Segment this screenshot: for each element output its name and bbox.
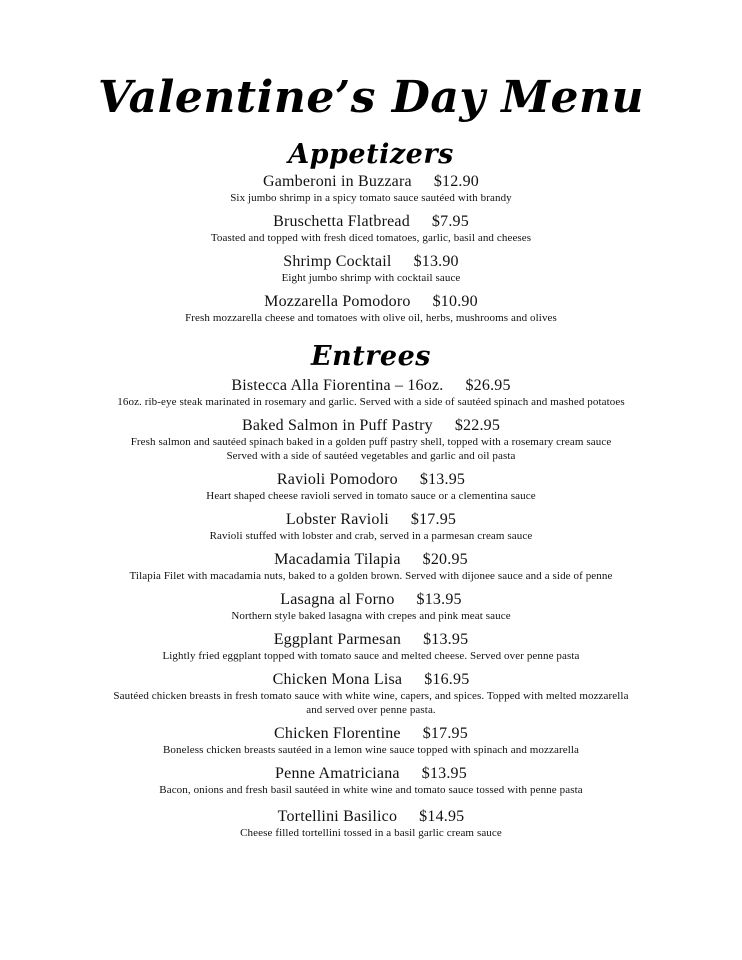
menu-item-price: $13.90 <box>413 253 459 270</box>
menu-item-heading <box>0 253 742 271</box>
menu-item-heading <box>0 765 742 783</box>
menu-item-description: Heart shaped cheese ravioli served in tomato sauce or a clementina sauce <box>206 490 536 502</box>
menu-item-name: Ravioli Pomodoro <box>276 471 398 488</box>
menu-item-price: $13.95 <box>421 765 467 782</box>
entrees-heading: Entrees <box>311 341 431 372</box>
menu-item-heading <box>0 417 742 435</box>
menu-item-description: Bacon, onions and fresh basil sautéed in white wine and tomato sauce tossed with penne pasta <box>159 784 583 796</box>
menu-item-price: $22.95 <box>454 417 501 434</box>
menu-item-name: Bistecca Alla Fiorentina – 16oz. <box>231 377 444 394</box>
menu-item-name: Bruschetta Flatbread <box>273 213 410 230</box>
menu-item-price: $20.95 <box>422 551 468 568</box>
menu-item-price: $17.95 <box>422 725 468 742</box>
menu-item-heading <box>0 671 742 689</box>
menu-item <box>0 631 742 663</box>
menu-item-name: Baked Salmon in Puff Pastry <box>241 417 433 434</box>
menu-item <box>0 765 742 797</box>
menu-item-name: Shrimp Cocktail <box>283 253 392 270</box>
menu-item-name: Tortellini Basilico <box>277 808 398 825</box>
menu-item <box>0 591 742 623</box>
menu-item-price: $16.95 <box>424 671 470 688</box>
menu-item-heading <box>0 377 742 395</box>
menu-item-description: Fresh salmon and sautéed spinach baked in a golden puff pastry shell, topped with a rosemary cream sauce <box>130 436 612 448</box>
menu-item-price: $7.95 <box>431 213 469 230</box>
menu-item-name: Mozzarella Pomodoro <box>264 293 411 310</box>
menu-item-description: Cheese filled tortellini tossed in a basil garlic cream sauce <box>240 827 502 839</box>
menu-item-name: Lobster Ravioli <box>285 511 389 528</box>
menu-item-price: $26.95 <box>465 377 511 394</box>
appetizers-heading: Appetizers <box>288 139 454 170</box>
menu-item-heading <box>0 213 742 231</box>
menu-item <box>0 173 742 205</box>
menu-item-description: Eight jumbo shrimp with cocktail sauce <box>281 272 461 284</box>
menu-item-description: Fresh mozzarella cheese and tomatoes with olive oil, herbs, mushrooms and olives <box>185 312 557 324</box>
menu-item-name: Macadamia Tilapia <box>274 551 401 568</box>
menu-item-price: $17.95 <box>410 511 457 528</box>
menu-item-price: $13.95 <box>419 471 466 488</box>
menu-item-heading <box>0 551 742 569</box>
menu-item-name: Penne Amatriciana <box>275 765 400 782</box>
menu-item-name: Gamberoni in Buzzara <box>262 173 412 190</box>
menu-item <box>0 471 742 503</box>
menu-item <box>0 377 742 409</box>
menu-item <box>0 808 742 840</box>
menu-item <box>0 725 742 757</box>
menu-item <box>0 213 742 245</box>
menu-item-heading <box>0 293 742 311</box>
menu-item-name: Eggplant Parmesan <box>273 631 402 648</box>
menu-item-heading <box>0 808 742 826</box>
menu-item-heading <box>0 591 742 609</box>
menu-item-heading <box>0 631 742 649</box>
menu-item-price: $10.90 <box>432 293 478 310</box>
menu-item <box>0 293 742 325</box>
menu-item-description: Boneless chicken breasts sautéed in a lemon wine sauce topped with spinach and mozzarella <box>162 744 580 756</box>
menu-item-description: 16oz. rib-eye steak marinated in rosemary and garlic. Served with a side of sautéed spinach and mashed potatoes <box>117 396 625 408</box>
menu-item-heading <box>0 511 742 529</box>
menu-item-price: $12.90 <box>433 173 480 190</box>
menu-item-name: Chicken Florentine <box>274 725 401 742</box>
menu-item-heading <box>0 725 742 743</box>
menu-item-price: $13.95 <box>416 591 462 608</box>
menu-item <box>0 671 742 717</box>
menu-item-price: $14.95 <box>419 808 465 825</box>
menu-item-name: Chicken Mona Lisa <box>272 671 403 688</box>
menu-item <box>0 511 742 543</box>
menu-item-heading <box>0 173 742 191</box>
menu-item-description: Tilapia Filet with macadamia nuts, baked to a golden brown. Served with dijonee sauce and a side of penne <box>129 570 613 582</box>
menu-item-description-line2: and served over penne pasta. <box>306 704 436 716</box>
menu-item <box>0 417 742 463</box>
menu-item-description: Six jumbo shrimp in a spicy tomato sauce sautéed with brandy <box>230 192 512 204</box>
menu-item-description: Lightly fried eggplant topped with tomato sauce and melted cheese. Served over penne pasta <box>162 650 580 662</box>
menu-item-price: $13.95 <box>423 631 469 648</box>
menu-item <box>0 253 742 285</box>
menu-item <box>0 551 742 583</box>
menu-item-description-line2: Served with a side of sautéed vegetables and garlic and oil pasta <box>226 450 516 462</box>
menu-item-name: Lasagna al Forno <box>280 591 395 608</box>
menu-item-description: Sautéed chicken breasts in fresh tomato sauce with white wine, capers, and spices. Topped with melted mozzarella <box>113 690 629 702</box>
menu-item-heading <box>0 471 742 489</box>
menu-item-description: Ravioli stuffed with lobster and crab, served in a parmesan cream sauce <box>209 530 533 542</box>
menu-item-description: Toasted and topped with fresh diced tomatoes, garlic, basil and cheeses <box>210 232 532 244</box>
menu-item-description: Northern style baked lasagna with crepes and pink meat sauce <box>231 610 511 622</box>
menu-title: Valentine’s Day Menu <box>98 72 644 123</box>
